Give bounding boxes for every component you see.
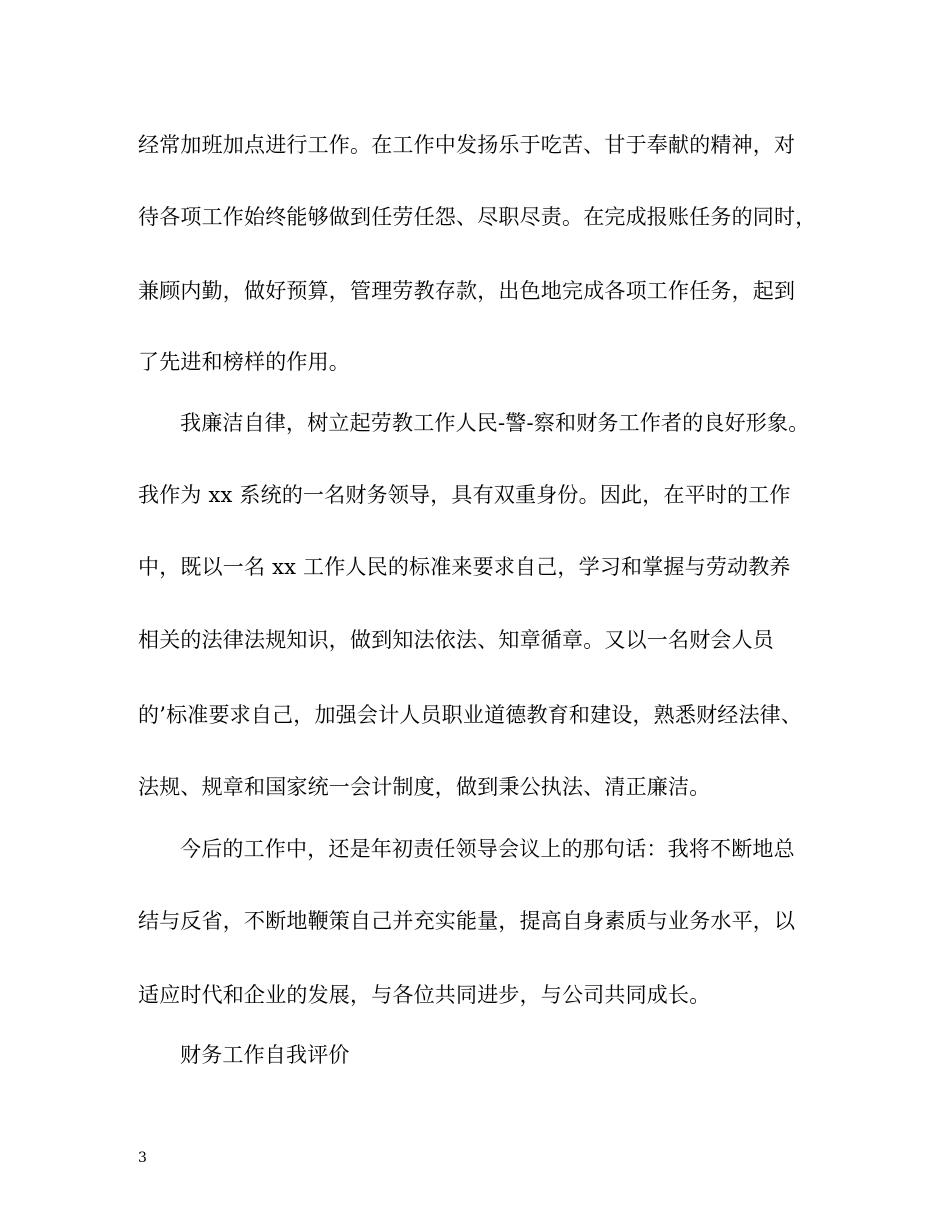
text-line-6: 我作为 xx 系统的一名财务领导，具有双重身份。因此，在平时的工作: [138, 483, 791, 507]
text-line-5: 我廉洁自律，树立起劳教工作人民-警-察和财务工作者的良好形象。: [180, 411, 810, 435]
text-line-4: 了先进和榜样的作用。: [138, 350, 350, 374]
text-line-2: 待各项工作始终能够做到任劳任怨、尽职尽责。在完成报账任务的同时，: [138, 205, 817, 229]
text-line-3: 兼顾内勤，做好预算，管理劳教存款，出色地完成各项工作任务，起到: [138, 279, 796, 303]
text-line-8: 相关的法律法规知识，做到知法依法、知章循章。又以一名财会人员: [138, 628, 774, 652]
page-number: 3: [138, 1150, 147, 1166]
text-line-1: 经常加班加点进行工作。在工作中发扬乐于吃苦、甘于奉献的精神，对: [138, 133, 796, 157]
text-line-7: 中，既以一名 xx 工作人民的标准来要求自己，学习和掌握与劳动教养: [138, 555, 791, 579]
text-line-10: 法规、规章和国家统一会计制度，做到秉公执法、清正廉洁。: [138, 775, 711, 799]
text-line-13: 适应时代和企业的发展，与各位共同进步，与公司共同成长。: [138, 983, 711, 1007]
text-line-9: 的’标准要求自己，加强会计人员职业道德教育和建设，熟悉财经法律、: [138, 703, 803, 727]
section-heading: 财务工作自我评价: [180, 1043, 350, 1067]
text-line-11: 今后的工作中，还是年初责任领导会议上的那句话：我将不断地总: [180, 837, 795, 861]
text-line-12: 结与反省，不断地鞭策自己并充实能量，提高自身素质与业务水平，以: [138, 909, 796, 933]
